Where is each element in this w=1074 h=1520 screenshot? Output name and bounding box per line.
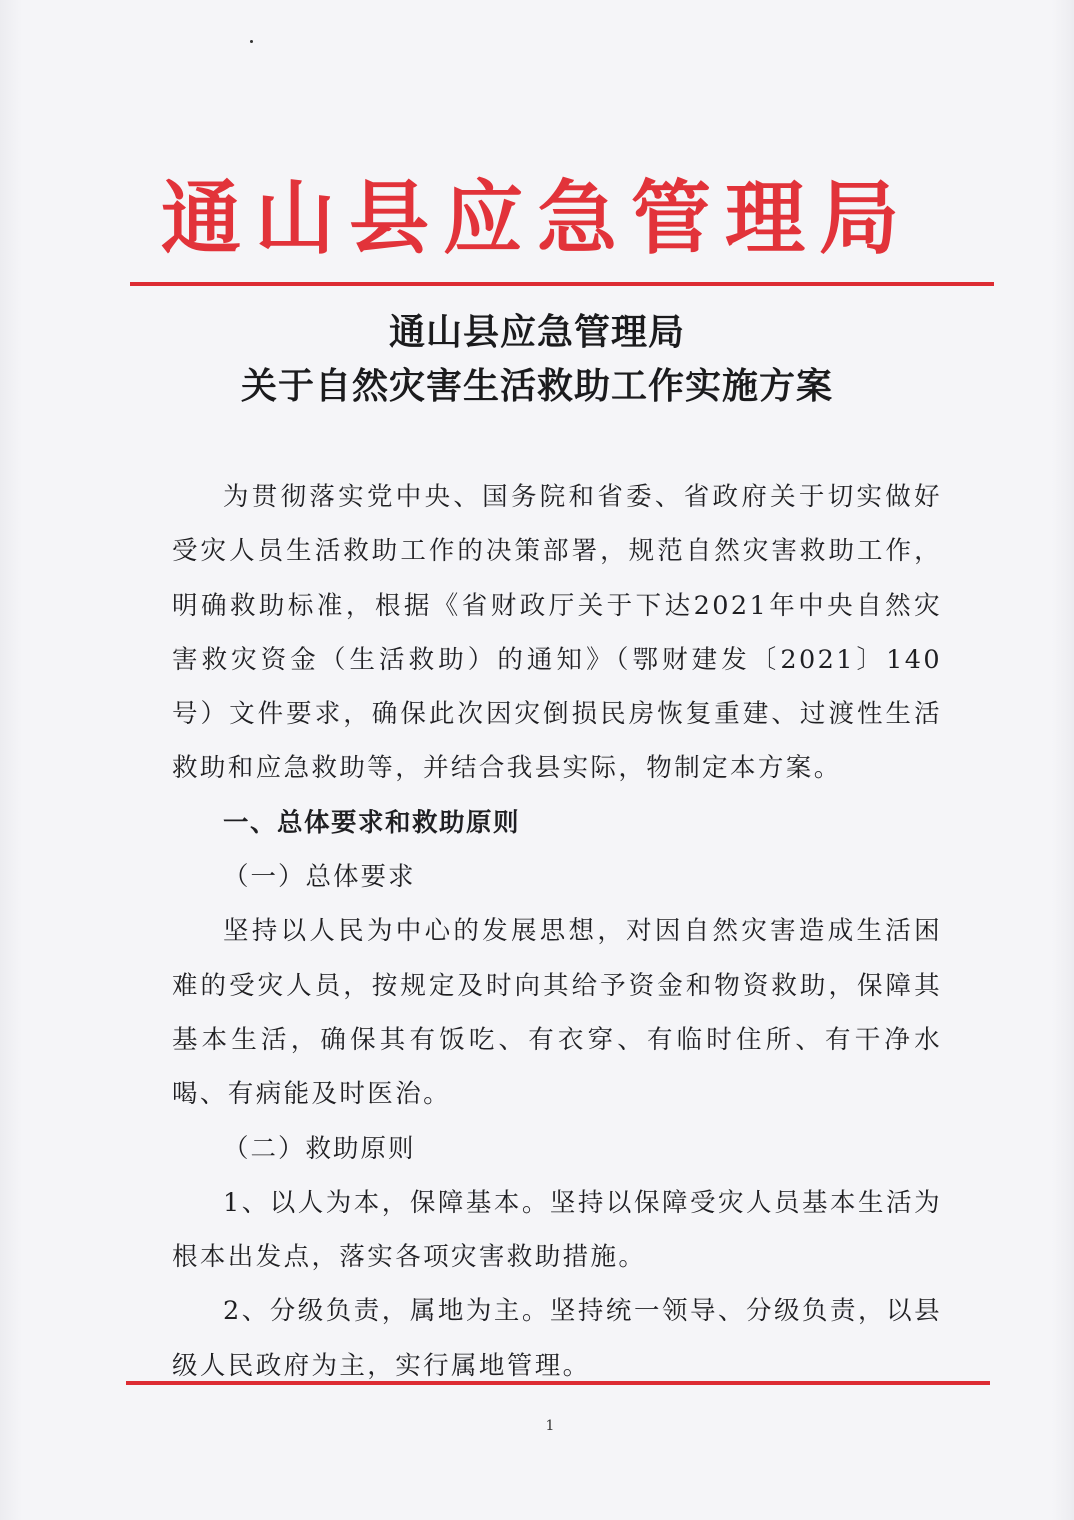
title-line-2: 关于自然灾害生活救助工作实施方案 bbox=[240, 366, 833, 407]
principle-1-paragraph: 1、以人为本，保障基本。坚持以保障受灾人员基本生活为根本出发点，落实各项灾害救助措施。 bbox=[172, 1187, 942, 1273]
subsection-heading-principles: （二）救助原则 bbox=[223, 1133, 416, 1164]
general-requirements-paragraph: 坚持以人民为中心的发展思想，对因自然灾害造成生活困难的受灾人员，按规定及时向其给予资金和物资救助，保障其基本生活，确保其有饭吃、有衣穿、有临时住所、有干净水喝、有病能及时医治。 bbox=[172, 916, 942, 1110]
letterhead-divider-top bbox=[130, 282, 994, 286]
document-title bbox=[0, 306, 1074, 414]
principle-2-paragraph: 2、分级负责，属地为主。坚持统一领导、分级负责，以县级人民政府为主，实行属地管理。 bbox=[172, 1296, 942, 1381]
section-heading-1: 一、总体要求和救助原则 bbox=[223, 807, 521, 838]
subsection-heading-general: （一）总体要求 bbox=[223, 862, 416, 893]
page-number: 1 bbox=[545, 1418, 555, 1434]
intro-paragraph: 为贯彻落实党中央、国务院和省委、省政府关于切实做好受灾人员生活救助工作的决策部署，规范自然灾害救助工作，明确救助标准，根据《省财政厅关于下达2021年中央自然灾害救灾资金（生活救助）的通知》（鄂财建发〔2021〕140号）文件要求，确保此次因灾倒损民房恢复重建、过渡性生活救助和应急救助等，并结合我县实际，物制定本方案。 bbox=[172, 482, 942, 784]
scan-speck bbox=[250, 40, 253, 43]
document-body bbox=[172, 470, 942, 1393]
title-line-1: 通山县应急管理局 bbox=[388, 312, 685, 353]
footer-divider bbox=[126, 1381, 990, 1385]
bureau-letterhead: 通山县应急管理局 bbox=[161, 171, 913, 265]
